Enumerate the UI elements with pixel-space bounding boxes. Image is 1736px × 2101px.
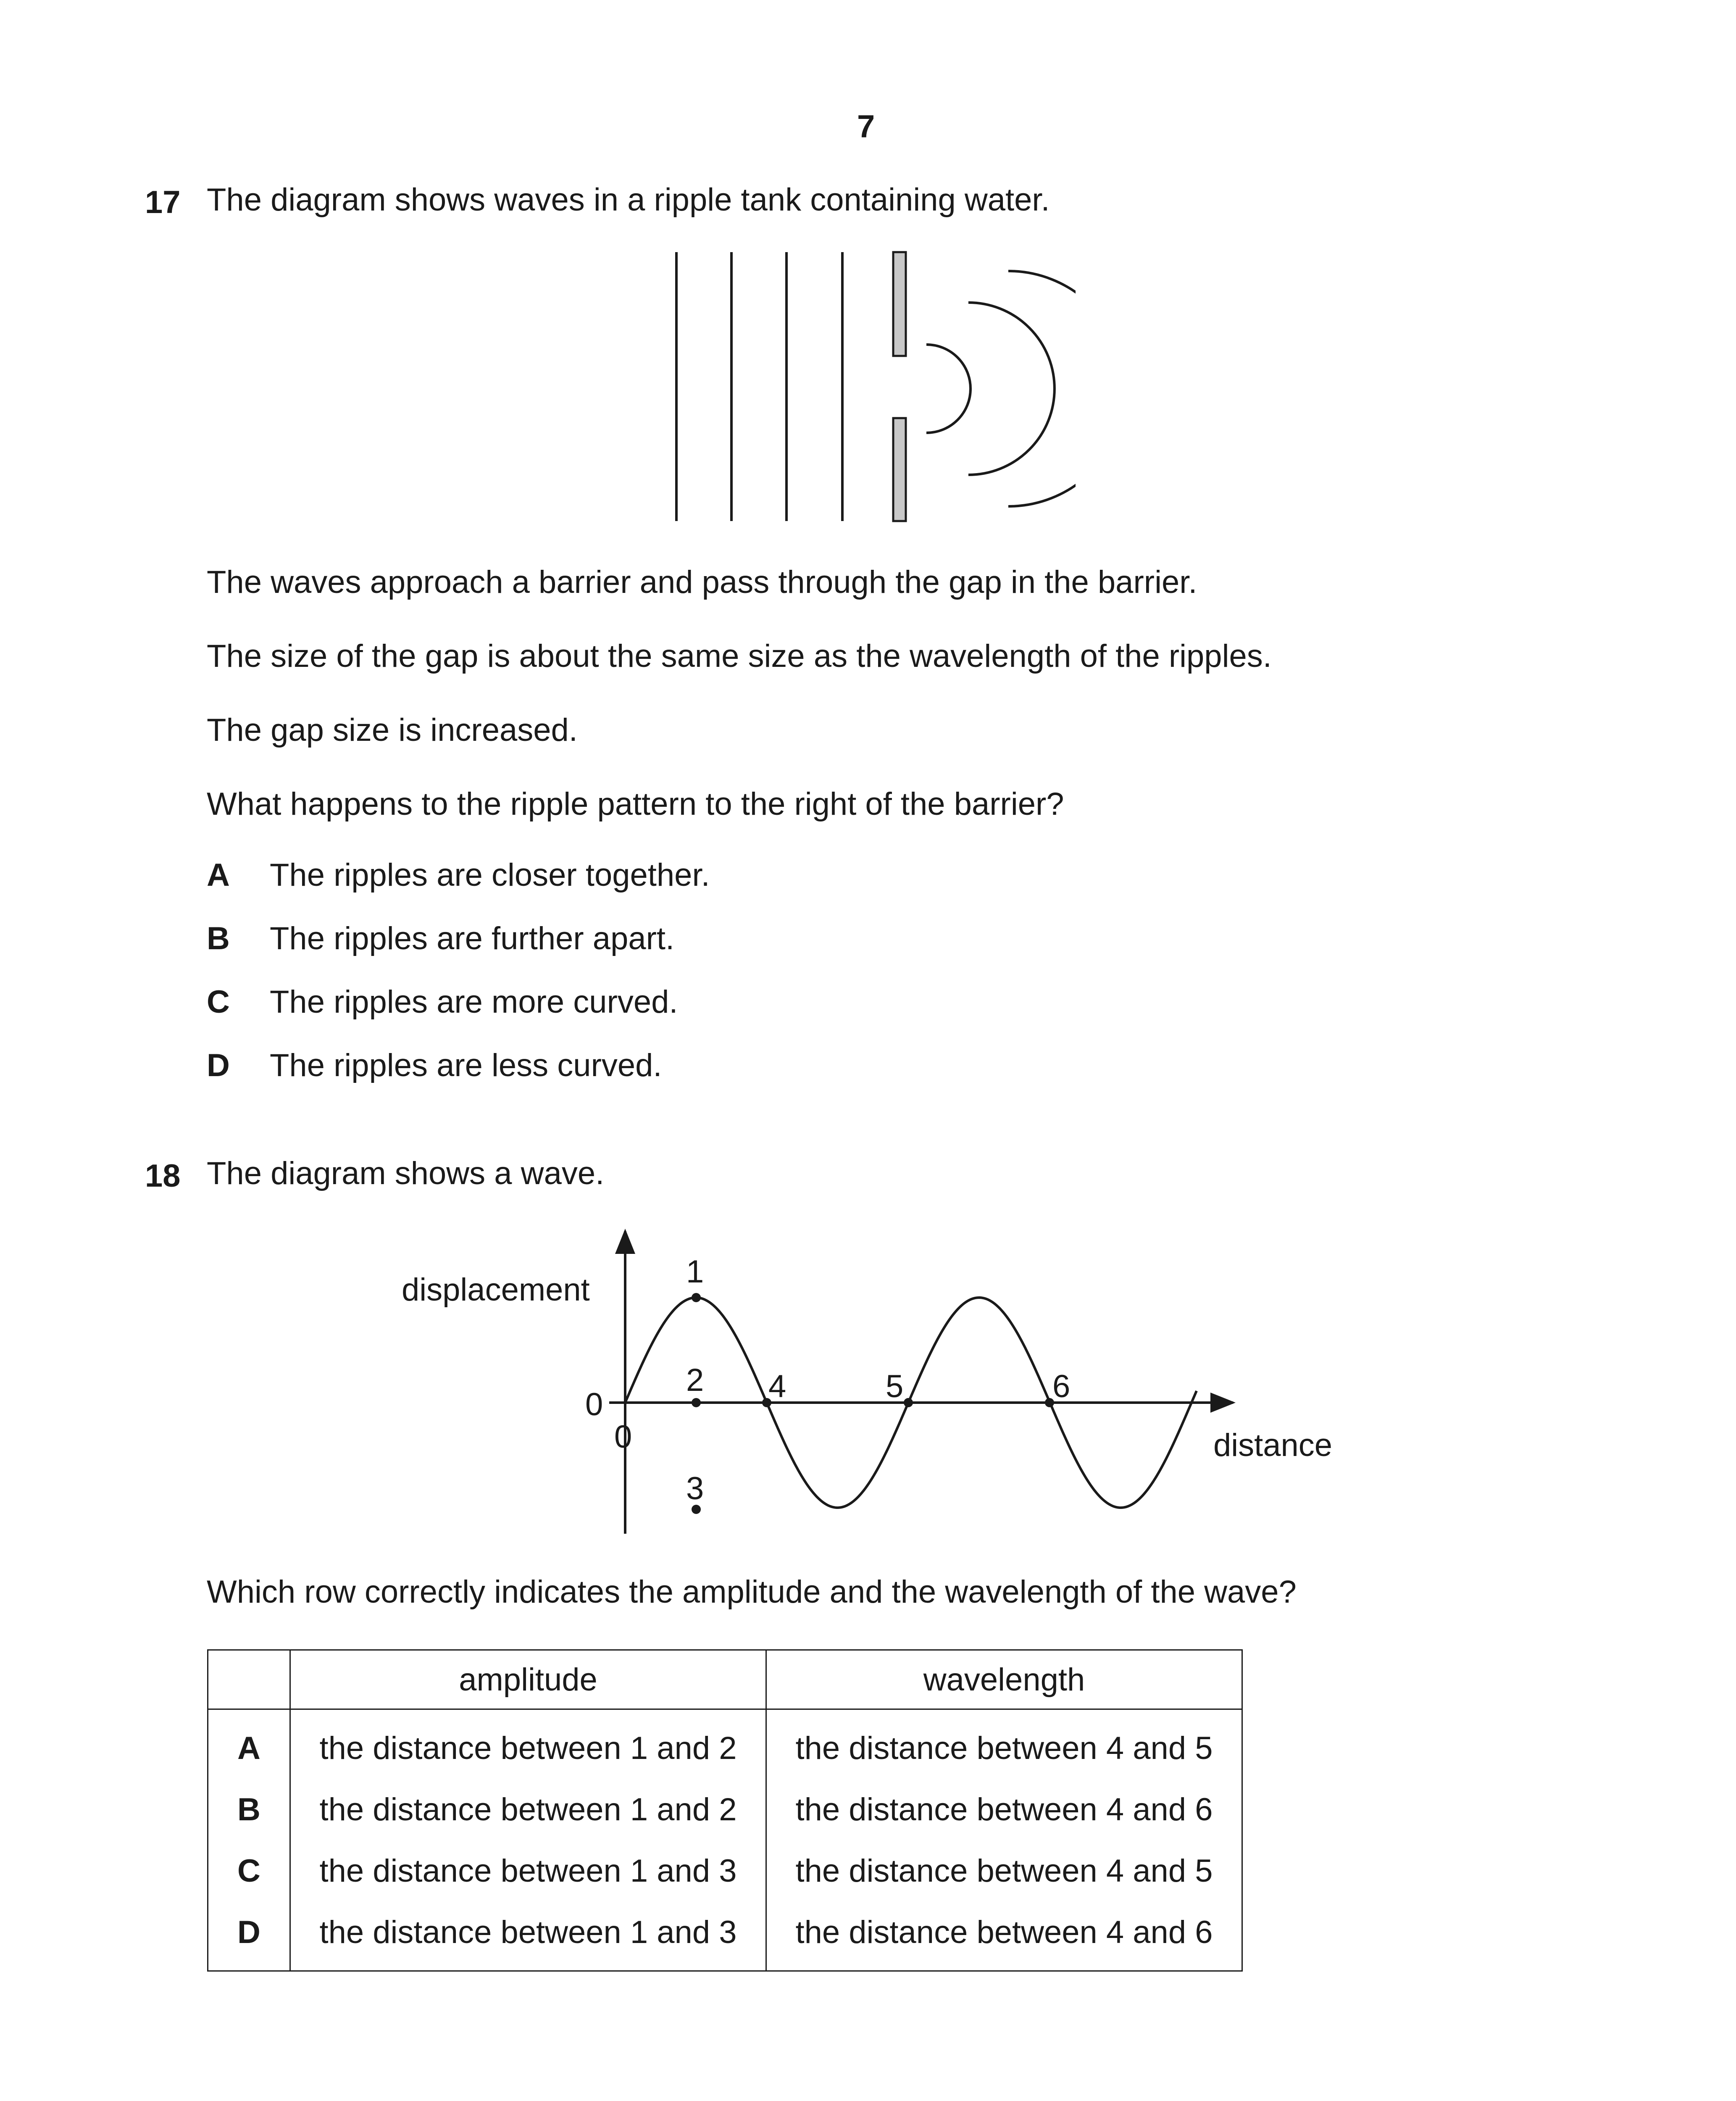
row-amplitude: the distance between 1 and 2 [290,1779,766,1840]
table-row [208,1779,1242,1840]
row-letter: B [208,1779,290,1840]
q17-option-b-text: The ripples are further apart. [270,921,675,956]
q18-question: Which row correctly indicates the amplitude and the wavelength of the wave? [207,1574,1297,1610]
row-letter: A [208,1709,290,1779]
row-wavelength: the distance between 4 and 6 [766,1901,1242,1971]
point-2-label: 2 [686,1362,704,1398]
y-origin-label: 0 [585,1387,603,1422]
table-header-wavelength: wavelength [766,1650,1242,1709]
question-17-stem: The diagram shows waves in a ripple tank containing water. [207,182,1050,218]
question-18-number: 18 [145,1158,181,1194]
x-origin-label: 0 [614,1419,632,1455]
x-axis-label: distance [1213,1427,1333,1463]
answer-table [207,1649,1243,1972]
q17-option-b-letter: B [207,921,230,956]
row-letter: C [208,1840,290,1901]
row-amplitude: the distance between 1 and 3 [290,1901,766,1971]
q17-line-2: The size of the gap is about the same size as the wavelength of the ripples. [207,638,1272,674]
question-17-number: 17 [145,184,181,220]
q17-option-a-letter: A [207,857,230,893]
question-18-stem: The diagram shows a wave. [207,1156,605,1191]
point-4-label: 4 [768,1369,786,1404]
point-2-dot [692,1398,701,1407]
row-wavelength: the distance between 4 and 6 [766,1779,1242,1840]
q17-option-c-letter: C [207,984,230,1020]
q17-line-1: The waves approach a barrier and pass through the gap in the barrier. [207,564,1197,600]
point-5-label: 5 [886,1369,904,1404]
y-axis-label: displacement [402,1272,590,1308]
point-6-label: 6 [1052,1369,1071,1404]
table-header-amplitude: amplitude [290,1650,766,1709]
q17-line-4: What happens to the ripple pattern to the right of the barrier? [207,786,1064,822]
row-wavelength: the distance between 4 and 5 [766,1840,1242,1901]
row-letter: D [208,1901,290,1971]
table-row [208,1840,1242,1901]
row-amplitude: the distance between 1 and 2 [290,1709,766,1779]
point-5-dot [904,1398,913,1407]
table-row [208,1901,1242,1971]
point-1-label: 1 [686,1254,704,1290]
point-1-dot [692,1293,701,1302]
q17-option-d-text: The ripples are less curved. [270,1048,662,1083]
q17-option-c-text: The ripples are more curved. [270,984,678,1020]
q17-option-d-letter: D [207,1048,230,1083]
row-wavelength: the distance between 4 and 5 [766,1709,1242,1779]
row-amplitude: the distance between 1 and 3 [290,1840,766,1901]
page-number: 7 [857,109,875,145]
q17-option-a-text: The ripples are closer together. [270,857,710,893]
table-header-row [208,1650,1242,1709]
q17-line-3: The gap size is increased. [207,712,578,748]
table-row [208,1709,1242,1779]
point-3-label: 3 [686,1471,704,1506]
table-header-blank [208,1650,290,1709]
